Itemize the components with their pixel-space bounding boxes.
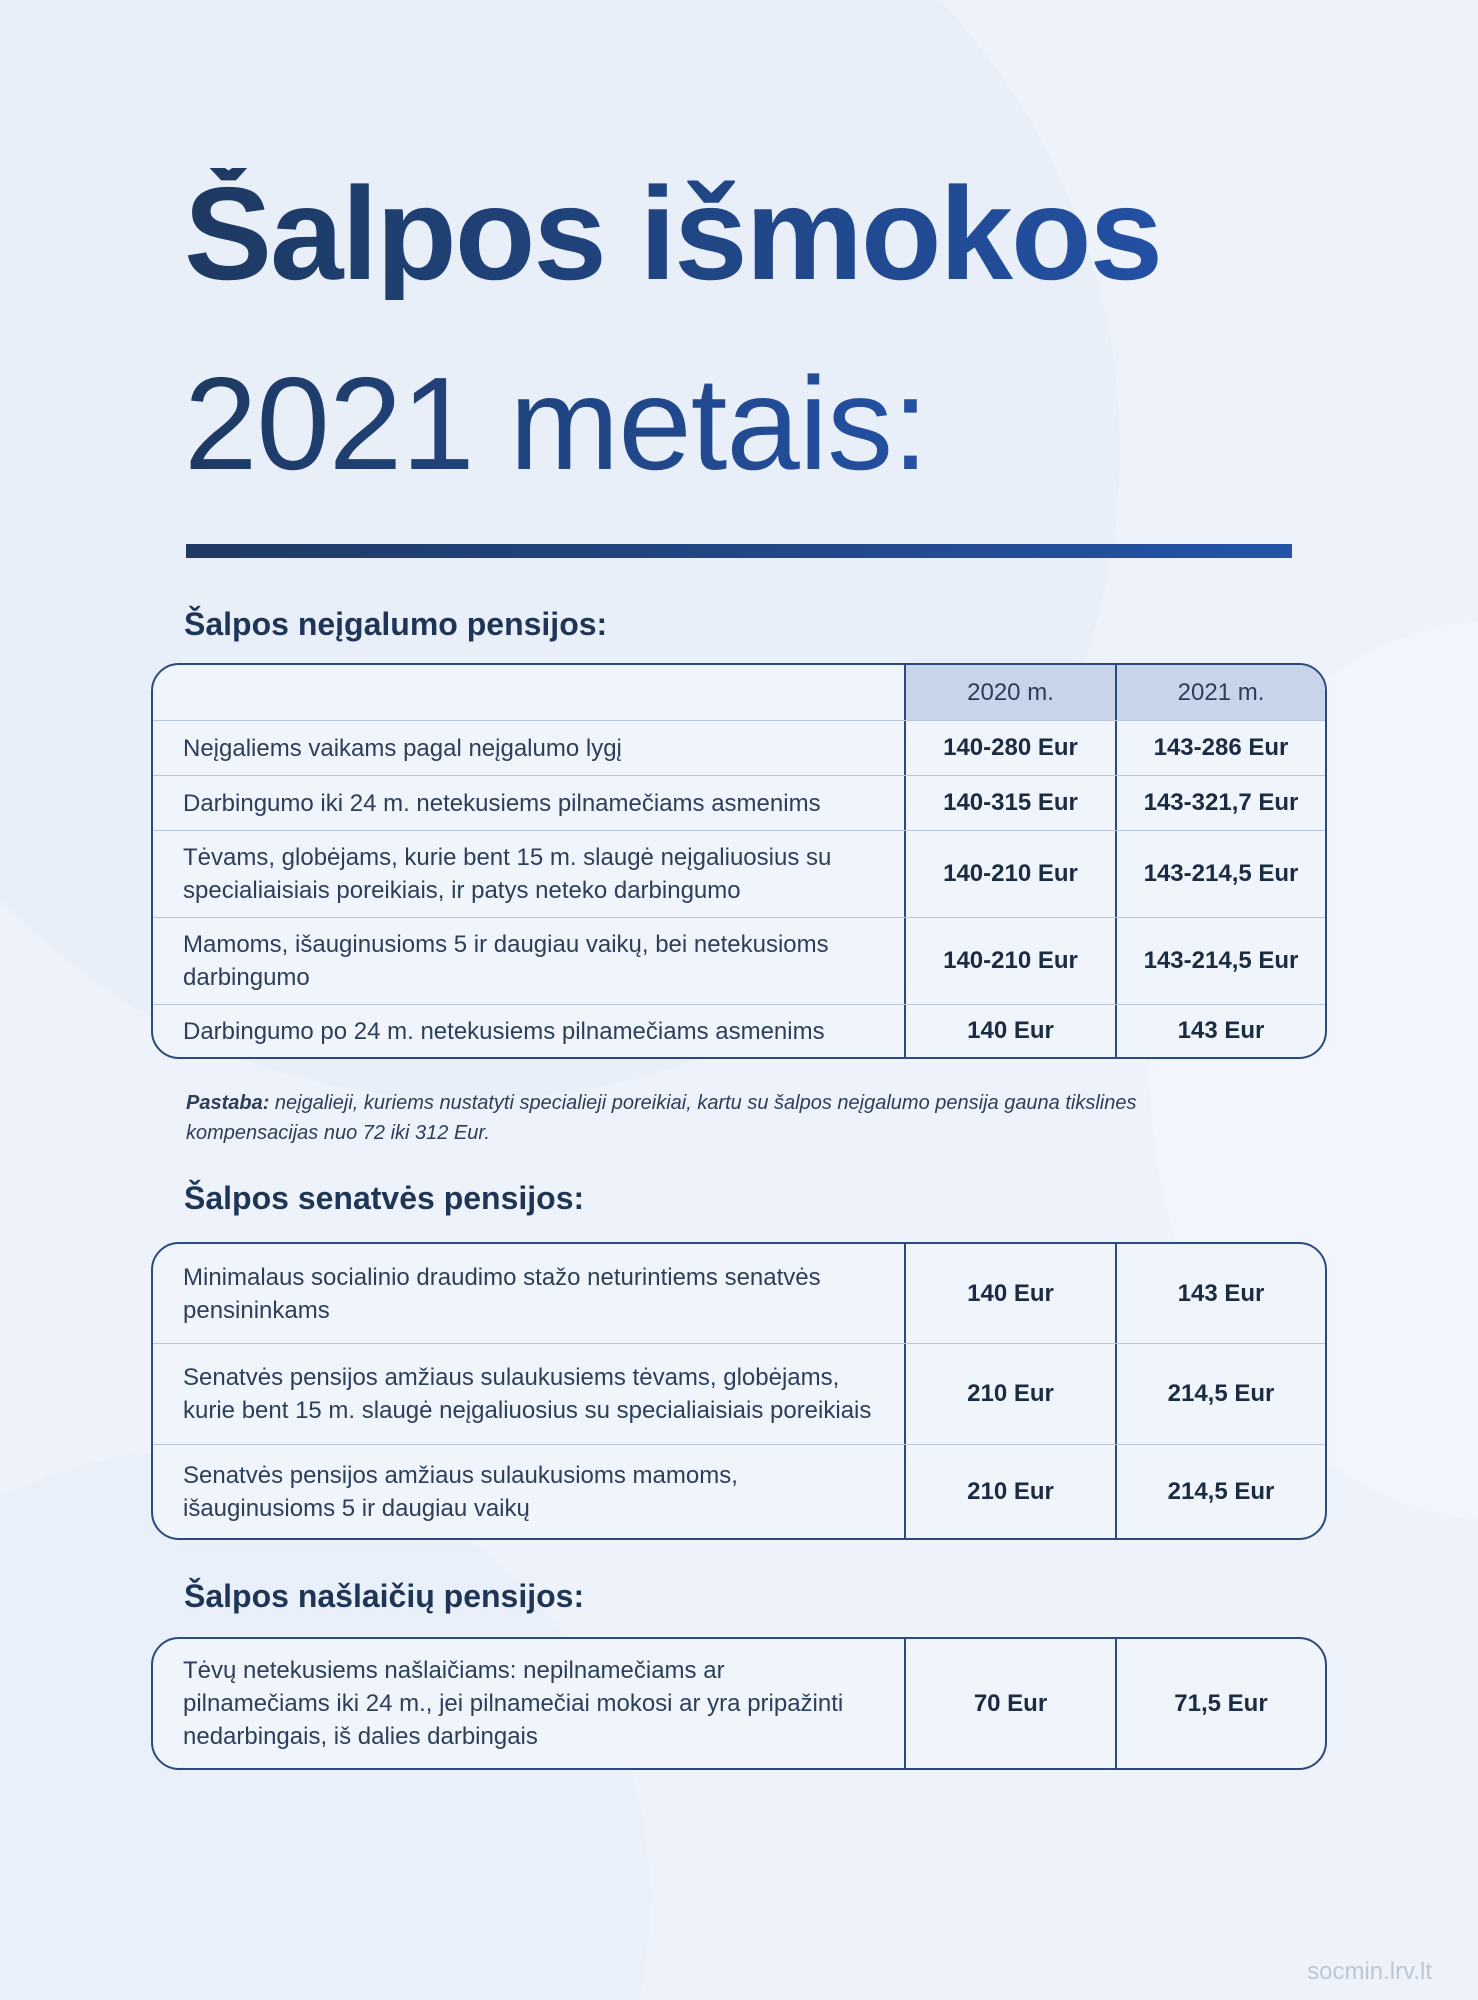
row-label: Senatvės pensijos amžiaus sulaukusioms mamoms, išauginusioms 5 ir daugiau vaikų [183, 1461, 738, 1522]
row-label: Mamoms, išauginusioms 5 ir daugiau vaikų, bei netekusioms darbingumo [183, 931, 829, 991]
table-orphans [151, 1637, 1327, 1770]
table-row [153, 1004, 1325, 1057]
value-2020: 140-315 Eur [904, 776, 1115, 830]
value-2020: 140 Eur [904, 1244, 1115, 1343]
value-2021: 143 Eur [1115, 1244, 1325, 1343]
section-title-disability: Šalpos neįgalumo pensijos: [184, 606, 608, 642]
value-2021: 143-214,5 Eur [1115, 918, 1325, 1004]
section-title-old-age: Šalpos senatvės pensijos: [184, 1180, 585, 1216]
table-disability [151, 663, 1327, 1059]
value-2021: 214,5 Eur [1115, 1445, 1325, 1538]
footer-url: socmin.lrv.lt [1307, 1958, 1432, 1985]
value-2020: 210 Eur [904, 1344, 1115, 1444]
value-2021: 143-214,5 Eur [1115, 831, 1325, 917]
page-title: Šalpos išmokos [184, 160, 1162, 307]
header-cell-2020: 2020 m. [904, 665, 1115, 720]
table-row [153, 1639, 1325, 1768]
table-header-row [153, 665, 1325, 720]
value-2021: 71,5 Eur [1115, 1639, 1325, 1768]
header-cell-2021: 2021 m. [1115, 665, 1325, 720]
row-label: Darbingumo iki 24 m. netekusiems pilnamečiams asmenims [183, 789, 821, 817]
row-label: Neįgaliems vaikams pagal neįgalumo lygį [183, 734, 622, 762]
table-row [153, 1343, 1325, 1444]
value-2020: 140-210 Eur [904, 831, 1115, 917]
table-row [153, 1444, 1325, 1538]
section-title-orphans: Šalpos našlaičių pensijos: [184, 1578, 585, 1614]
row-label: Minimalaus socialinio draudimo stažo neturintiems senatvės pensininkams [183, 1263, 821, 1324]
note [186, 1088, 1206, 1148]
row-label: Tėvams, globėjams, kurie bent 15 m. slaugė neįgaliuosius su specialiaisiais poreikiais, ir patys neteko darbingumo [183, 844, 832, 904]
header-cell-empty [153, 665, 904, 720]
title-underline [186, 544, 1292, 558]
value-2020: 140-280 Eur [904, 721, 1115, 775]
table-row [153, 917, 1325, 1004]
page-subtitle: 2021 metais: [184, 350, 928, 497]
value-2021: 143 Eur [1115, 1005, 1325, 1057]
value-2020: 70 Eur [904, 1639, 1115, 1768]
value-2020: 210 Eur [904, 1445, 1115, 1538]
row-label: Darbingumo po 24 m. netekusiems pilnamečiams asmenims [183, 1017, 825, 1045]
table-row [153, 1244, 1325, 1343]
table-row [153, 830, 1325, 917]
value-2020: 140-210 Eur [904, 918, 1115, 1004]
value-2021: 214,5 Eur [1115, 1344, 1325, 1444]
value-2020: 140 Eur [904, 1005, 1115, 1057]
table-old-age [151, 1242, 1327, 1540]
row-label: Tėvų netekusiems našlaičiams: nepilnamečiams ar pilnamečiams iki 24 m., jei pilnamečiai mokosi ar yra pripažinti nedarbingais, iš dalies darbingais [183, 1657, 844, 1750]
note-text: neįgalieji, kuriems nustatyti specialieji poreikiai, kartu su šalpos neįgalumo pensija gauna tikslines kompensacijas nuo 72 iki 312 Eur. [186, 1092, 1137, 1144]
value-2021: 143-321,7 Eur [1115, 776, 1325, 830]
table-row [153, 775, 1325, 830]
row-label: Senatvės pensijos amžiaus sulaukusiems tėvams, globėjams, kurie bent 15 m. slaugė neįgaliuosius su specialiaisiais poreikiais [183, 1364, 872, 1424]
value-2021: 143-286 Eur [1115, 721, 1325, 775]
table-row [153, 720, 1325, 775]
note-label: Pastaba: [186, 1092, 270, 1114]
